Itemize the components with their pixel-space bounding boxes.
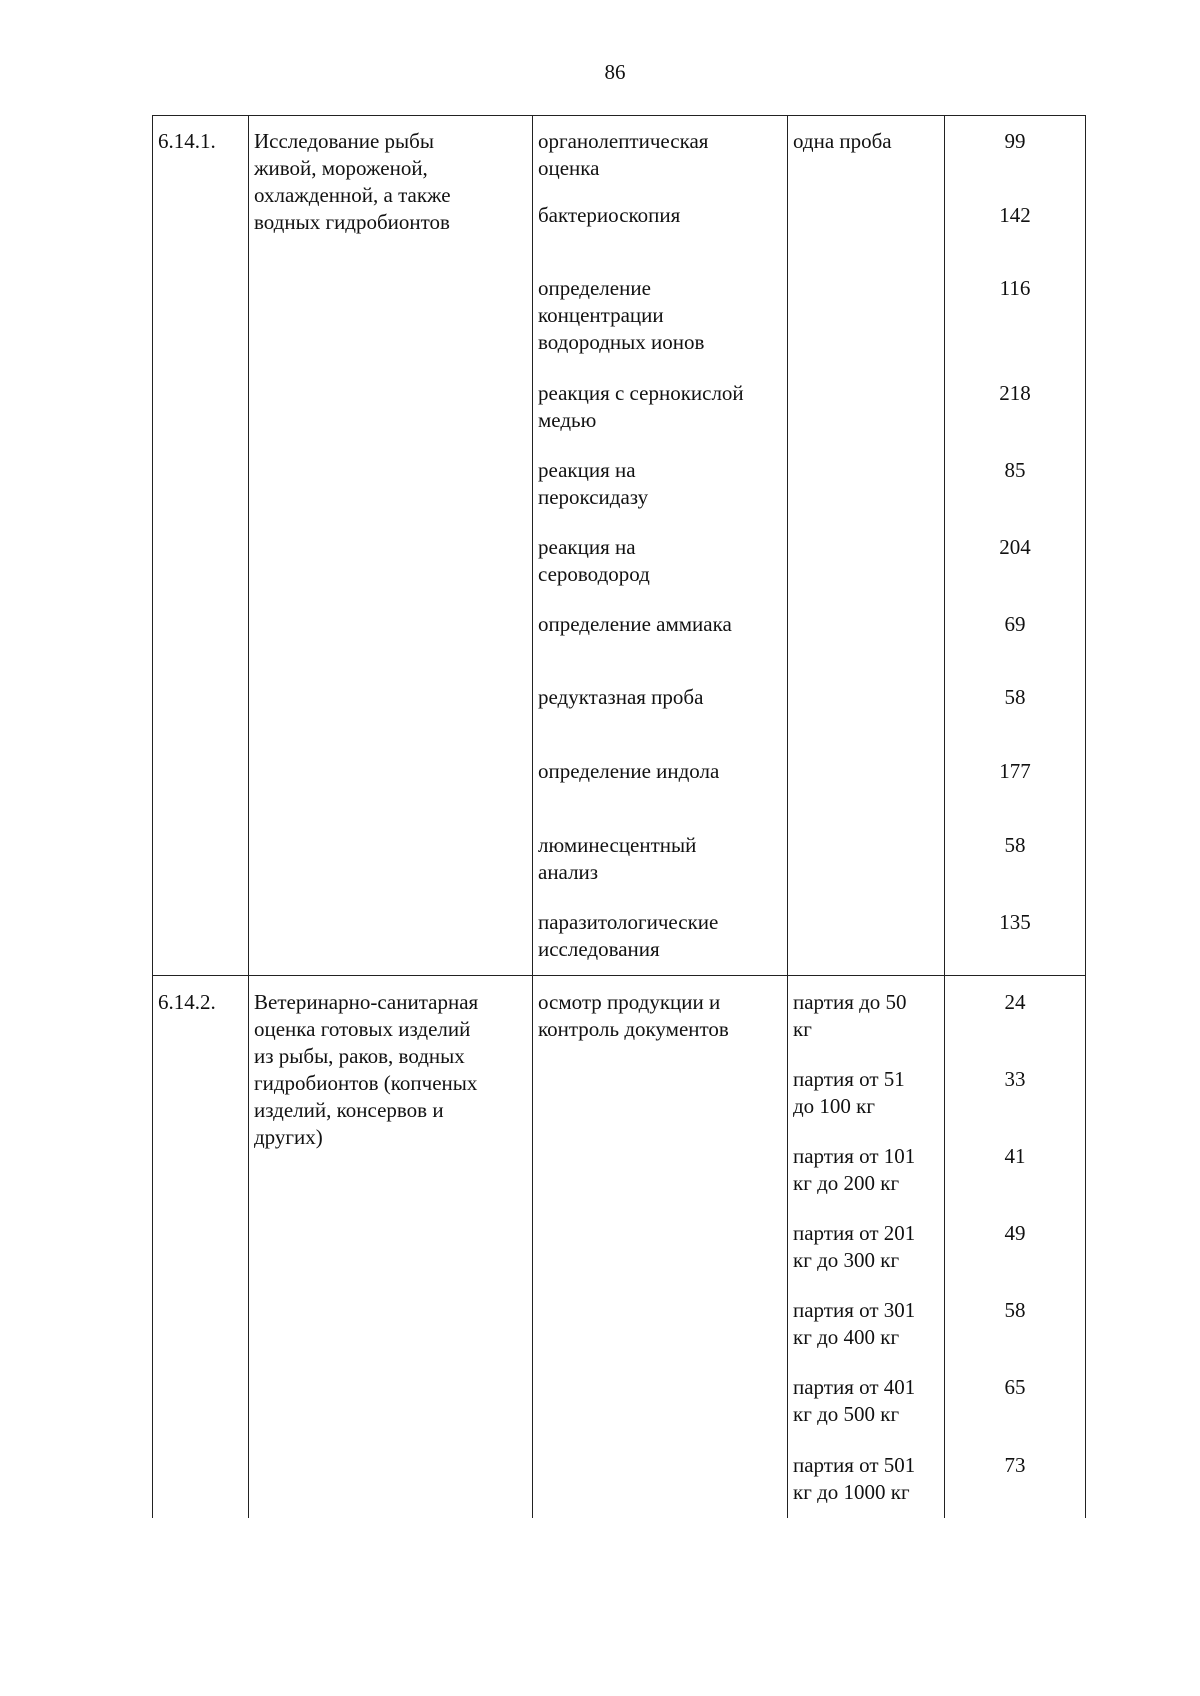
price-value: 58: [1004, 833, 1026, 857]
method-name-line: сероводород: [538, 562, 650, 586]
method-name-line: реакция на: [538, 535, 636, 559]
batch-size-line: кг: [793, 1017, 812, 1041]
price-value: 218: [999, 381, 1031, 405]
method-name-line: органолептическая: [538, 129, 709, 153]
method-name-line: редуктазная проба: [538, 685, 704, 709]
batch-size-line: партия от 101: [793, 1144, 916, 1168]
batch-size-line: кг до 200 кг: [793, 1171, 900, 1195]
service-name-line: Ветеринарно-санитарная: [254, 990, 479, 1014]
method-name: [538, 909, 718, 963]
row-code: 6.14.1.: [158, 129, 216, 153]
service-name-line: других): [254, 1125, 323, 1149]
method-name-line: определение аммиака: [538, 612, 732, 636]
method-name: [538, 989, 729, 1043]
service-name-line: живой, мороженой,: [254, 156, 428, 180]
table-rule-horizontal: [152, 975, 1086, 976]
table-rule-vertical: [787, 115, 788, 1518]
method-name-line: оценка: [538, 156, 600, 180]
batch-size-line: кг до 1000 кг: [793, 1480, 910, 1504]
price-value: 99: [1004, 129, 1026, 153]
service-name-line: водных гидробионтов: [254, 210, 450, 234]
service-name-line: оценка готовых изделий: [254, 1017, 471, 1041]
batch-size-line: кг до 400 кг: [793, 1325, 900, 1349]
method-name-line: реакция на: [538, 458, 636, 482]
batch-size: [793, 1066, 905, 1120]
batch-size-line: до 100 кг: [793, 1094, 876, 1118]
table-rule-vertical: [532, 115, 533, 1518]
method-name-line: контроль документов: [538, 1017, 729, 1041]
price-value: 58: [1004, 685, 1026, 709]
batch-size: [793, 1220, 915, 1274]
price-value: 73: [1004, 1453, 1026, 1477]
price-value: 24: [1004, 990, 1026, 1014]
measure-unit: [793, 128, 892, 155]
method-name: [538, 611, 732, 638]
batch-size: [793, 1452, 915, 1506]
table-rule-horizontal: [152, 115, 1086, 116]
measure-unit-line: одна проба: [793, 129, 892, 153]
method-name-line: паразитологические: [538, 910, 719, 934]
price-value: 58: [1004, 1298, 1026, 1322]
method-name-line: реакция с сернокислой: [538, 381, 744, 405]
price-value: 177: [999, 759, 1031, 783]
method-name-line: концентрации: [538, 303, 664, 327]
method-name-line: пероксидазу: [538, 485, 649, 509]
batch-size-line: кг до 300 кг: [793, 1248, 900, 1272]
service-name-line: изделий, консервов и: [254, 1098, 444, 1122]
page-number: 86: [604, 60, 626, 84]
method-name-line: бактериоскопия: [538, 203, 681, 227]
method-name-line: люминесцентный: [538, 833, 697, 857]
service-name-line: из рыбы, раков, водных: [254, 1044, 465, 1068]
batch-size: [793, 989, 907, 1043]
batch-size-line: партия от 401: [793, 1375, 916, 1399]
method-name-line: исследования: [538, 937, 660, 961]
price-value: 135: [999, 910, 1031, 934]
method-name: [538, 202, 680, 229]
batch-size-line: партия от 51: [793, 1067, 905, 1091]
service-name-line: охлажденной, а также: [254, 183, 451, 207]
method-name: [538, 380, 744, 434]
method-name: [538, 832, 696, 886]
batch-size: [793, 1374, 915, 1428]
batch-size: [793, 1297, 915, 1351]
batch-size-line: партия от 201: [793, 1221, 916, 1245]
service-name-line: Исследование рыбы: [254, 129, 434, 153]
table-rule-vertical: [152, 115, 153, 1518]
price-value: 49: [1004, 1221, 1026, 1245]
method-name-line: водородных ионов: [538, 330, 705, 354]
service-name-line: гидробионтов (копченых: [254, 1071, 478, 1095]
method-name: [538, 457, 648, 511]
price-value: 65: [1004, 1375, 1026, 1399]
price-value: 85: [1004, 458, 1026, 482]
table-rule-vertical: [248, 115, 249, 1518]
batch-size-line: кг до 500 кг: [793, 1402, 900, 1426]
price-value: 116: [999, 276, 1031, 300]
batch-size-line: партия от 301: [793, 1298, 916, 1322]
price-value: 204: [999, 535, 1031, 559]
row-code: 6.14.2.: [158, 990, 216, 1014]
method-name-line: определение: [538, 276, 651, 300]
price-value: 69: [1004, 612, 1026, 636]
method-name: [538, 275, 704, 356]
table-rule-vertical: [1085, 115, 1086, 1518]
batch-size: [793, 1143, 915, 1197]
method-name: [538, 758, 719, 785]
service-name: [254, 128, 451, 236]
price-value: 142: [999, 203, 1031, 227]
method-name: [538, 128, 708, 182]
price-value: 33: [1004, 1067, 1026, 1091]
method-name-line: анализ: [538, 860, 599, 884]
table-rule-vertical: [944, 115, 945, 1518]
method-name-line: медью: [538, 408, 597, 432]
batch-size-line: партия до 50: [793, 990, 907, 1014]
method-name-line: определение индола: [538, 759, 720, 783]
method-name: [538, 534, 650, 588]
price-value: 41: [1004, 1144, 1026, 1168]
service-name: [254, 989, 478, 1151]
batch-size-line: партия от 501: [793, 1453, 916, 1477]
method-name-line: осмотр продукции и: [538, 990, 721, 1014]
method-name: [538, 684, 703, 711]
